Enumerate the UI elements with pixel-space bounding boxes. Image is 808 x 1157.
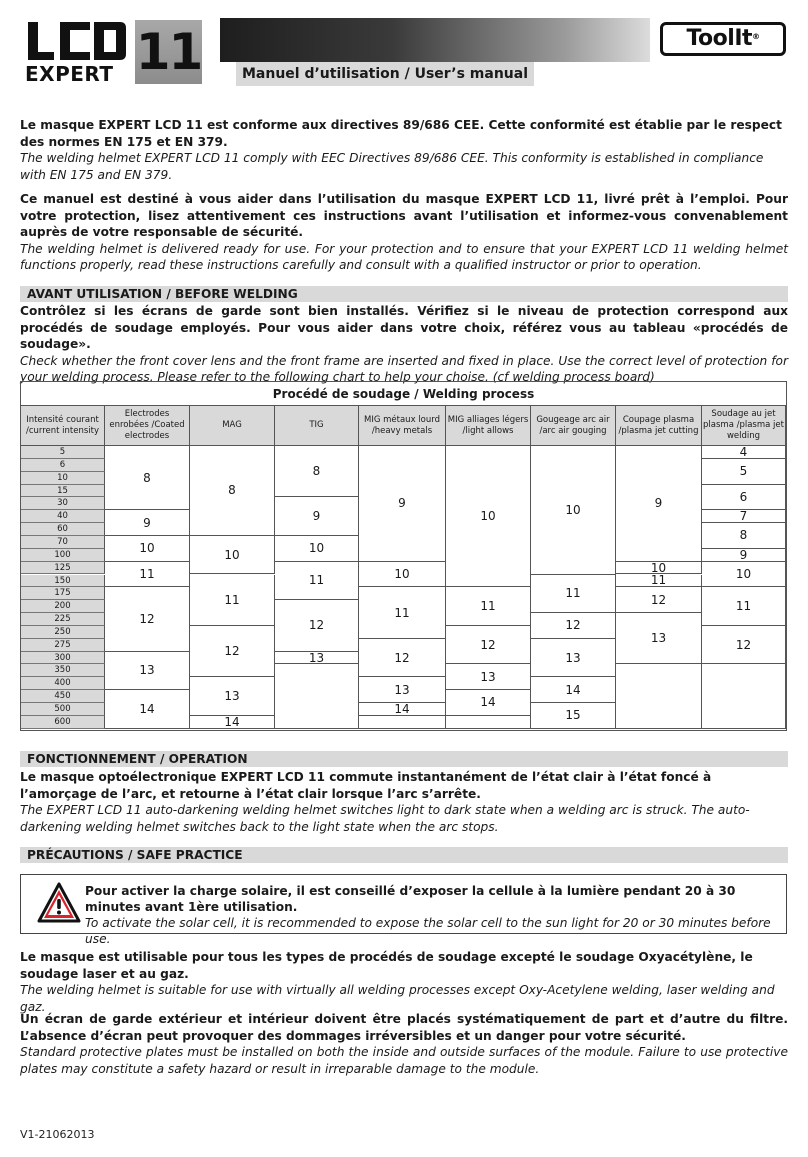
shade-cell: 10: [275, 536, 359, 562]
shade-cell: 12: [446, 626, 531, 665]
section-heading-safety: PRÉCAUTIONS / SAFE PRACTICE: [20, 847, 788, 863]
shade-cell: 6: [702, 485, 786, 511]
shade-cell: 10: [359, 562, 446, 588]
safety-paragraph-2: [20, 1011, 788, 1077]
shade-cell: 13: [531, 639, 616, 678]
column-header-label: TIG: [309, 420, 324, 430]
current-intensity-cell: 40: [21, 510, 105, 523]
operation-fr: Le masque optoélectronique EXPERT LCD 11 commute instantanément de l’état clair à l’état foncé à l’amorçage de l’arc, et retourne à l’état clair lorsque l’arc s’arrête.: [20, 770, 712, 801]
shade-cell: 9: [275, 497, 359, 536]
manual-title: Manuel d’utilisation / User’s manual: [236, 62, 534, 86]
current-intensity-cell: 60: [21, 523, 105, 536]
column-header-label: Electrodes enrobées /Coated electrodes: [109, 409, 185, 441]
shade-cell: 10: [446, 446, 531, 587]
before-en: Check whether the front cover lens and the front frame are inserted and fixed in place. Use the correct level of protection for your welding process. Please refer to the following chart to help your choise. (cf welding process board): [20, 353, 788, 384]
current-intensity-cell: 600: [21, 716, 105, 729]
shade-cell: 12: [275, 600, 359, 651]
shade-cell: 11: [105, 562, 190, 588]
current-intensity-cell: 6: [21, 459, 105, 472]
expert-logo-text: EXPERT: [25, 62, 114, 86]
shade-cell: 14: [105, 690, 190, 729]
current-intensity-cell: 10: [21, 472, 105, 485]
shade-cell: 9: [359, 446, 446, 562]
shade-cell: 13: [275, 652, 359, 665]
shade-cell: 13: [105, 652, 190, 691]
shade-cell: 10: [702, 562, 786, 588]
shade-cell: 12: [190, 626, 275, 677]
warning-fr: Pour activer la charge solaire, il est conseillé d’exposer la cellule à la lumière pendant 20 à 30 minutes avant 1ère utilisation.: [85, 884, 736, 914]
section-heading-operation: FONCTIONNEMENT / OPERATION: [20, 751, 788, 767]
header-gradient-bar: [220, 18, 650, 62]
shade-cell: 9: [702, 549, 786, 562]
shade-cell: 14: [446, 690, 531, 716]
shade-cell: 11: [359, 587, 446, 638]
table-column-header: [275, 406, 359, 446]
current-intensity-cell: 5: [21, 446, 105, 459]
shade-cell: 9: [616, 446, 702, 562]
table-column-header: [446, 406, 531, 446]
shade-cell: 11: [446, 587, 531, 626]
shade-cell: 10: [105, 536, 190, 562]
intro-p2-en: The welding helmet is delivered ready for use. For your protection and to ensure that your EXPERT LCD 11 welding helmet functions properly, read these instructions carefully and consult with a qualified instructor or prior to operation.: [20, 241, 788, 272]
shade-cell: 12: [105, 587, 190, 651]
current-intensity-cell: 70: [21, 536, 105, 549]
shade-cell: 13: [616, 613, 702, 664]
current-intensity-cell: 275: [21, 639, 105, 652]
intro-p2-fr: Ce manuel est destiné à vous aider dans l’utilisation du masque EXPERT LCD 11, livré prêt à l’emploi. Pour votre protection, lisez attentivement ces instructions avant l’utilisation et informez-vous convenablement auprès de votre responsable de sécurité.: [20, 192, 788, 239]
shade-cell: 13: [446, 664, 531, 690]
shade-cell: 8: [275, 446, 359, 497]
safety-p1-en: The welding helmet is suitable for use with virtually all welding processes except Oxy-Acetylene welding, laser welding and gaz.: [20, 983, 775, 1014]
column-header-label: MIG métaux lourd /heavy metals: [364, 414, 440, 436]
solar-warning-box: [20, 874, 787, 946]
shade-cell: 8: [105, 446, 190, 510]
current-intensity-cell: 225: [21, 613, 105, 626]
table-column-header: [616, 406, 702, 446]
table-column-header: [359, 406, 446, 446]
intro-paragraph-1: [20, 117, 788, 183]
safety-paragraph-1: [20, 949, 788, 1015]
intro-paragraph-2: [20, 191, 788, 274]
current-intensity-cell: 400: [21, 677, 105, 690]
current-intensity-cell: 300: [21, 652, 105, 665]
shade-cell: 5: [702, 459, 786, 485]
version-label: V1-21062013: [20, 1128, 95, 1141]
shade-cell: 9: [105, 510, 190, 536]
shade-cell: 11: [616, 575, 702, 588]
safety-p1-fr: Le masque est utilisable pour tous les types de procédés de soudage excepté le soudage Oxyacétylène, le soudage laser et au gaz.: [20, 950, 753, 981]
column-header-label: MIG alliages légers /light allows: [447, 414, 529, 436]
shade-cell: 10: [531, 446, 616, 575]
shade-cell: 7: [702, 510, 786, 523]
current-intensity-cell: 125: [21, 562, 105, 575]
model-number-logo: 11: [135, 20, 202, 84]
current-intensity-cell: 450: [21, 690, 105, 703]
shade-cell: 11: [702, 587, 786, 626]
table-column-header: [531, 406, 616, 446]
shade-cell: [702, 664, 786, 728]
brand-name: ToolIt: [686, 26, 753, 51]
current-intensity-cell: 350: [21, 664, 105, 677]
table-column-header: [21, 406, 105, 446]
current-intensity-cell: 100: [21, 549, 105, 562]
shade-cell: 11: [190, 575, 275, 626]
section-heading-before: AVANT UTILISATION / BEFORE WELDING: [20, 286, 788, 302]
intro-p1-fr: Le masque EXPERT LCD 11 est conforme aux directives 89/686 CEE. Cette conformité est établie par le respect des normes EN 175 et EN 379.: [20, 118, 782, 149]
shade-cell: 14: [359, 703, 446, 716]
shade-cell: [359, 716, 446, 729]
shade-cell: 8: [190, 446, 275, 536]
shade-cell: 12: [616, 587, 702, 613]
shade-cell: [616, 664, 702, 728]
current-intensity-cell: 250: [21, 626, 105, 639]
operation-paragraph: [20, 769, 788, 835]
safety-p2-en: Standard protective plates must be installed on both the inside and outside surfaces of the module. Failure to use protective plates may constitute a safety hazard or result in irreparable damage to the module.: [20, 1045, 788, 1076]
column-header-label: MAG: [222, 420, 242, 430]
brand-registered: ®: [752, 32, 760, 41]
column-header-label: Intensité courant /current intensity: [25, 414, 100, 436]
column-header-label: Coupage plasma /plasma jet cutting: [618, 414, 699, 436]
column-header-label: Gougeage arc air /arc air gouging: [536, 414, 610, 436]
shade-cell: 10: [616, 562, 702, 575]
table-title: Procédé de soudage / Welding process: [21, 382, 786, 406]
table-column-header: [702, 406, 786, 446]
shade-cell: 8: [702, 523, 786, 549]
shade-cell: 11: [275, 562, 359, 601]
brand-logo: [660, 22, 786, 56]
shade-cell: 14: [531, 677, 616, 703]
shade-cell: [446, 716, 531, 729]
shade-cell: 14: [190, 716, 275, 729]
warning-en: To activate the solar cell, it is recommended to expose the solar cell to the sun light for 20 or 30 minutes before use.: [85, 916, 771, 946]
current-intensity-cell: 500: [21, 703, 105, 716]
current-intensity-cell: 15: [21, 485, 105, 498]
table-column-header: [190, 406, 275, 446]
safety-p2-fr: Un écran de garde extérieur et intérieur doivent être placés systématiquement de part et d’autre du filtre. L’absence d’écran peut provoquer des dommages irréversibles et un danger pour votre sécurité.: [20, 1012, 788, 1043]
welding-process-table: [20, 381, 787, 731]
current-intensity-cell: 150: [21, 575, 105, 588]
shade-cell: 12: [359, 639, 446, 678]
shade-cell: 12: [702, 626, 786, 665]
shade-cell: 13: [190, 677, 275, 716]
column-header-label: Soudage au jet plasma /plasma jet welding: [703, 409, 784, 441]
lcd-logo: [24, 20, 128, 62]
shade-cell: 15: [531, 703, 616, 729]
current-intensity-cell: 175: [21, 587, 105, 600]
operation-en: The EXPERT LCD 11 auto-darkening welding helmet switches light to dark state when a welding arc is struck. The auto-darkening welding helmet switches back to the light state when the arc stops.: [20, 803, 750, 834]
table-column-header: [105, 406, 190, 446]
shade-cell: 10: [190, 536, 275, 575]
intro-p1-en: The welding helmet EXPERT LCD 11 comply with EEC Directives 89/686 CEE. This conformity is established in compliance with EN 175 and EN 379.: [20, 151, 764, 182]
shade-cell: 11: [531, 575, 616, 614]
before-fr: Contrôlez si les écrans de garde sont bien installés. Vérifiez si le niveau de protection correspond aux procédés de soudage employés. Pour vous aider dans votre choix, référez vous au tableau «procédés de soudage».: [20, 304, 788, 351]
warning-triangle-icon: [37, 882, 81, 924]
before-paragraph: [20, 303, 788, 386]
page-header: [0, 0, 808, 100]
shade-cell: 4: [702, 446, 786, 459]
shade-cell: [275, 664, 359, 728]
current-intensity-cell: 30: [21, 497, 105, 510]
shade-cell: 12: [531, 613, 616, 639]
current-intensity-cell: 200: [21, 600, 105, 613]
shade-cell: 13: [359, 677, 446, 703]
